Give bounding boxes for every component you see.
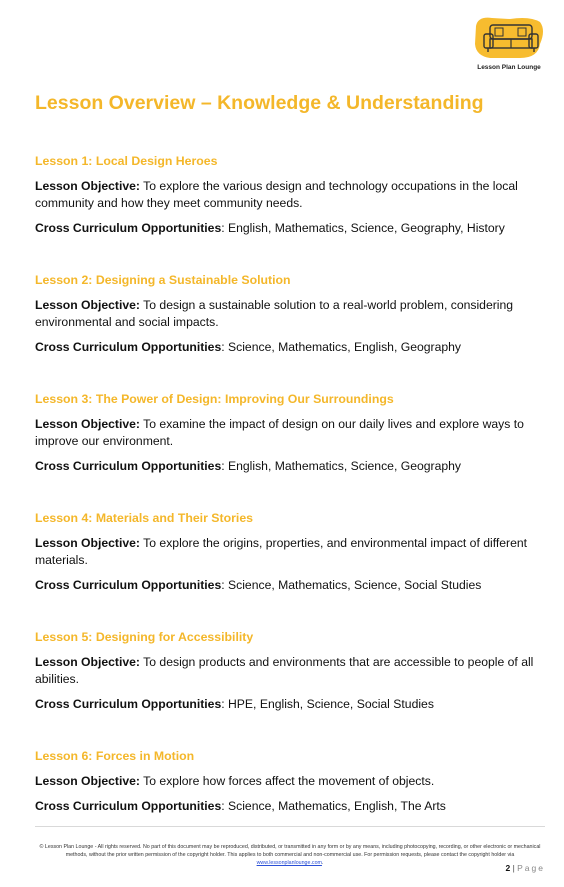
- website-link[interactable]: www.lessonplanlounge.com: [256, 860, 322, 866]
- copyright-notice: [35, 843, 545, 867]
- cross-curriculum: [35, 696, 545, 713]
- objective-text: To explore how forces affect the movement of objects.: [143, 774, 435, 788]
- copyright-text: © Lesson Plan Lounge - All rights reserved. No part of this document may be reproduced, distributed, or transmitted in any form or by any means, including photocopying, recording, or other electronic or mechanical methods, without the prior written permission of the copyright holder. This applies to both commercial and non-commercial use. For permission requests, please contact the copyright holder via: [39, 844, 541, 858]
- cross-label: Cross Curriculum Opportunities: [35, 459, 222, 473]
- cross-text: : English, Mathematics, Science, Geography, History: [221, 221, 505, 235]
- lesson-objective: [35, 178, 545, 212]
- page-word: Page: [517, 863, 545, 873]
- lesson-title: Lesson 4: Materials and Their Stories: [35, 511, 253, 525]
- cross-curriculum: [35, 220, 545, 237]
- cross-text: : HPE, English, Science, Social Studies: [221, 697, 434, 711]
- lesson-block: [35, 510, 545, 629]
- cross-curriculum: [35, 339, 545, 356]
- cross-text: : Science, Mathematics, Science, Social Studies: [221, 578, 482, 592]
- objective-label: Lesson Objective:: [35, 417, 140, 431]
- brand-logo: [470, 14, 548, 74]
- cross-label: Cross Curriculum Opportunities: [35, 221, 222, 235]
- lesson-title: Lesson 5: Designing for Accessibility: [35, 630, 254, 644]
- lesson-title: Lesson 3: The Power of Design: Improving Our Surroundings: [35, 392, 394, 406]
- objective-text: To design products and environments that are accessible to people of all abilities.: [35, 655, 534, 686]
- cross-text: : Science, Mathematics, English, Geography: [221, 340, 462, 354]
- cross-text: : English, Mathematics, Science, Geography: [221, 459, 462, 473]
- objective-text: To explore the various design and technology occupations in the local community and how they meet community needs.: [35, 179, 518, 210]
- objective-label: Lesson Objective:: [35, 655, 140, 669]
- lesson-block: [35, 272, 545, 391]
- page-number: [496, 863, 545, 873]
- lesson-block: [35, 391, 545, 510]
- sofa-logo-icon: [470, 14, 548, 64]
- objective-text: To explore the origins, properties, and environmental impact of different materials.: [35, 536, 528, 567]
- objective-text: To examine the impact of design on our daily lives and explore ways to improve our environment.: [35, 417, 524, 448]
- lesson-title: Lesson 1: Local Design Heroes: [35, 154, 218, 168]
- footer-divider: [35, 826, 545, 827]
- logo-wordmark: Lesson Plan Lounge: [477, 64, 541, 71]
- cross-curriculum: [35, 577, 545, 594]
- lesson-objective: [35, 297, 545, 331]
- objective-label: Lesson Objective:: [35, 298, 140, 312]
- lesson-list: [35, 153, 545, 867]
- lesson-objective: [35, 654, 545, 688]
- link-suffix: .: [321, 860, 324, 866]
- lesson-objective: [35, 416, 545, 450]
- cross-label: Cross Curriculum Opportunities: [35, 340, 222, 354]
- objective-label: Lesson Objective:: [35, 536, 140, 550]
- cross-curriculum: [35, 798, 545, 815]
- cross-label: Cross Curriculum Opportunities: [35, 799, 222, 813]
- lesson-block: [35, 153, 545, 272]
- lesson-block: [35, 629, 545, 748]
- page-separator: |: [510, 863, 518, 873]
- objective-label: Lesson Objective:: [35, 774, 140, 788]
- objective-text: To design a sustainable solution to a real-world problem, considering environmental and social impacts.: [35, 298, 514, 329]
- cross-curriculum: [35, 458, 545, 475]
- lesson-title: Lesson 2: Designing a Sustainable Solution: [35, 273, 291, 287]
- page-number-value: 2: [505, 863, 511, 873]
- objective-label: Lesson Objective:: [35, 179, 140, 193]
- lesson-objective: [35, 535, 545, 569]
- cross-label: Cross Curriculum Opportunities: [35, 697, 222, 711]
- page-title: Lesson Overview – Knowledge & Understanding: [35, 92, 484, 114]
- lesson-objective: [35, 773, 545, 790]
- cross-text: : Science, Mathematics, English, The Arts: [221, 799, 446, 813]
- cross-label: Cross Curriculum Opportunities: [35, 578, 222, 592]
- lesson-title: Lesson 6: Forces in Motion: [35, 749, 195, 763]
